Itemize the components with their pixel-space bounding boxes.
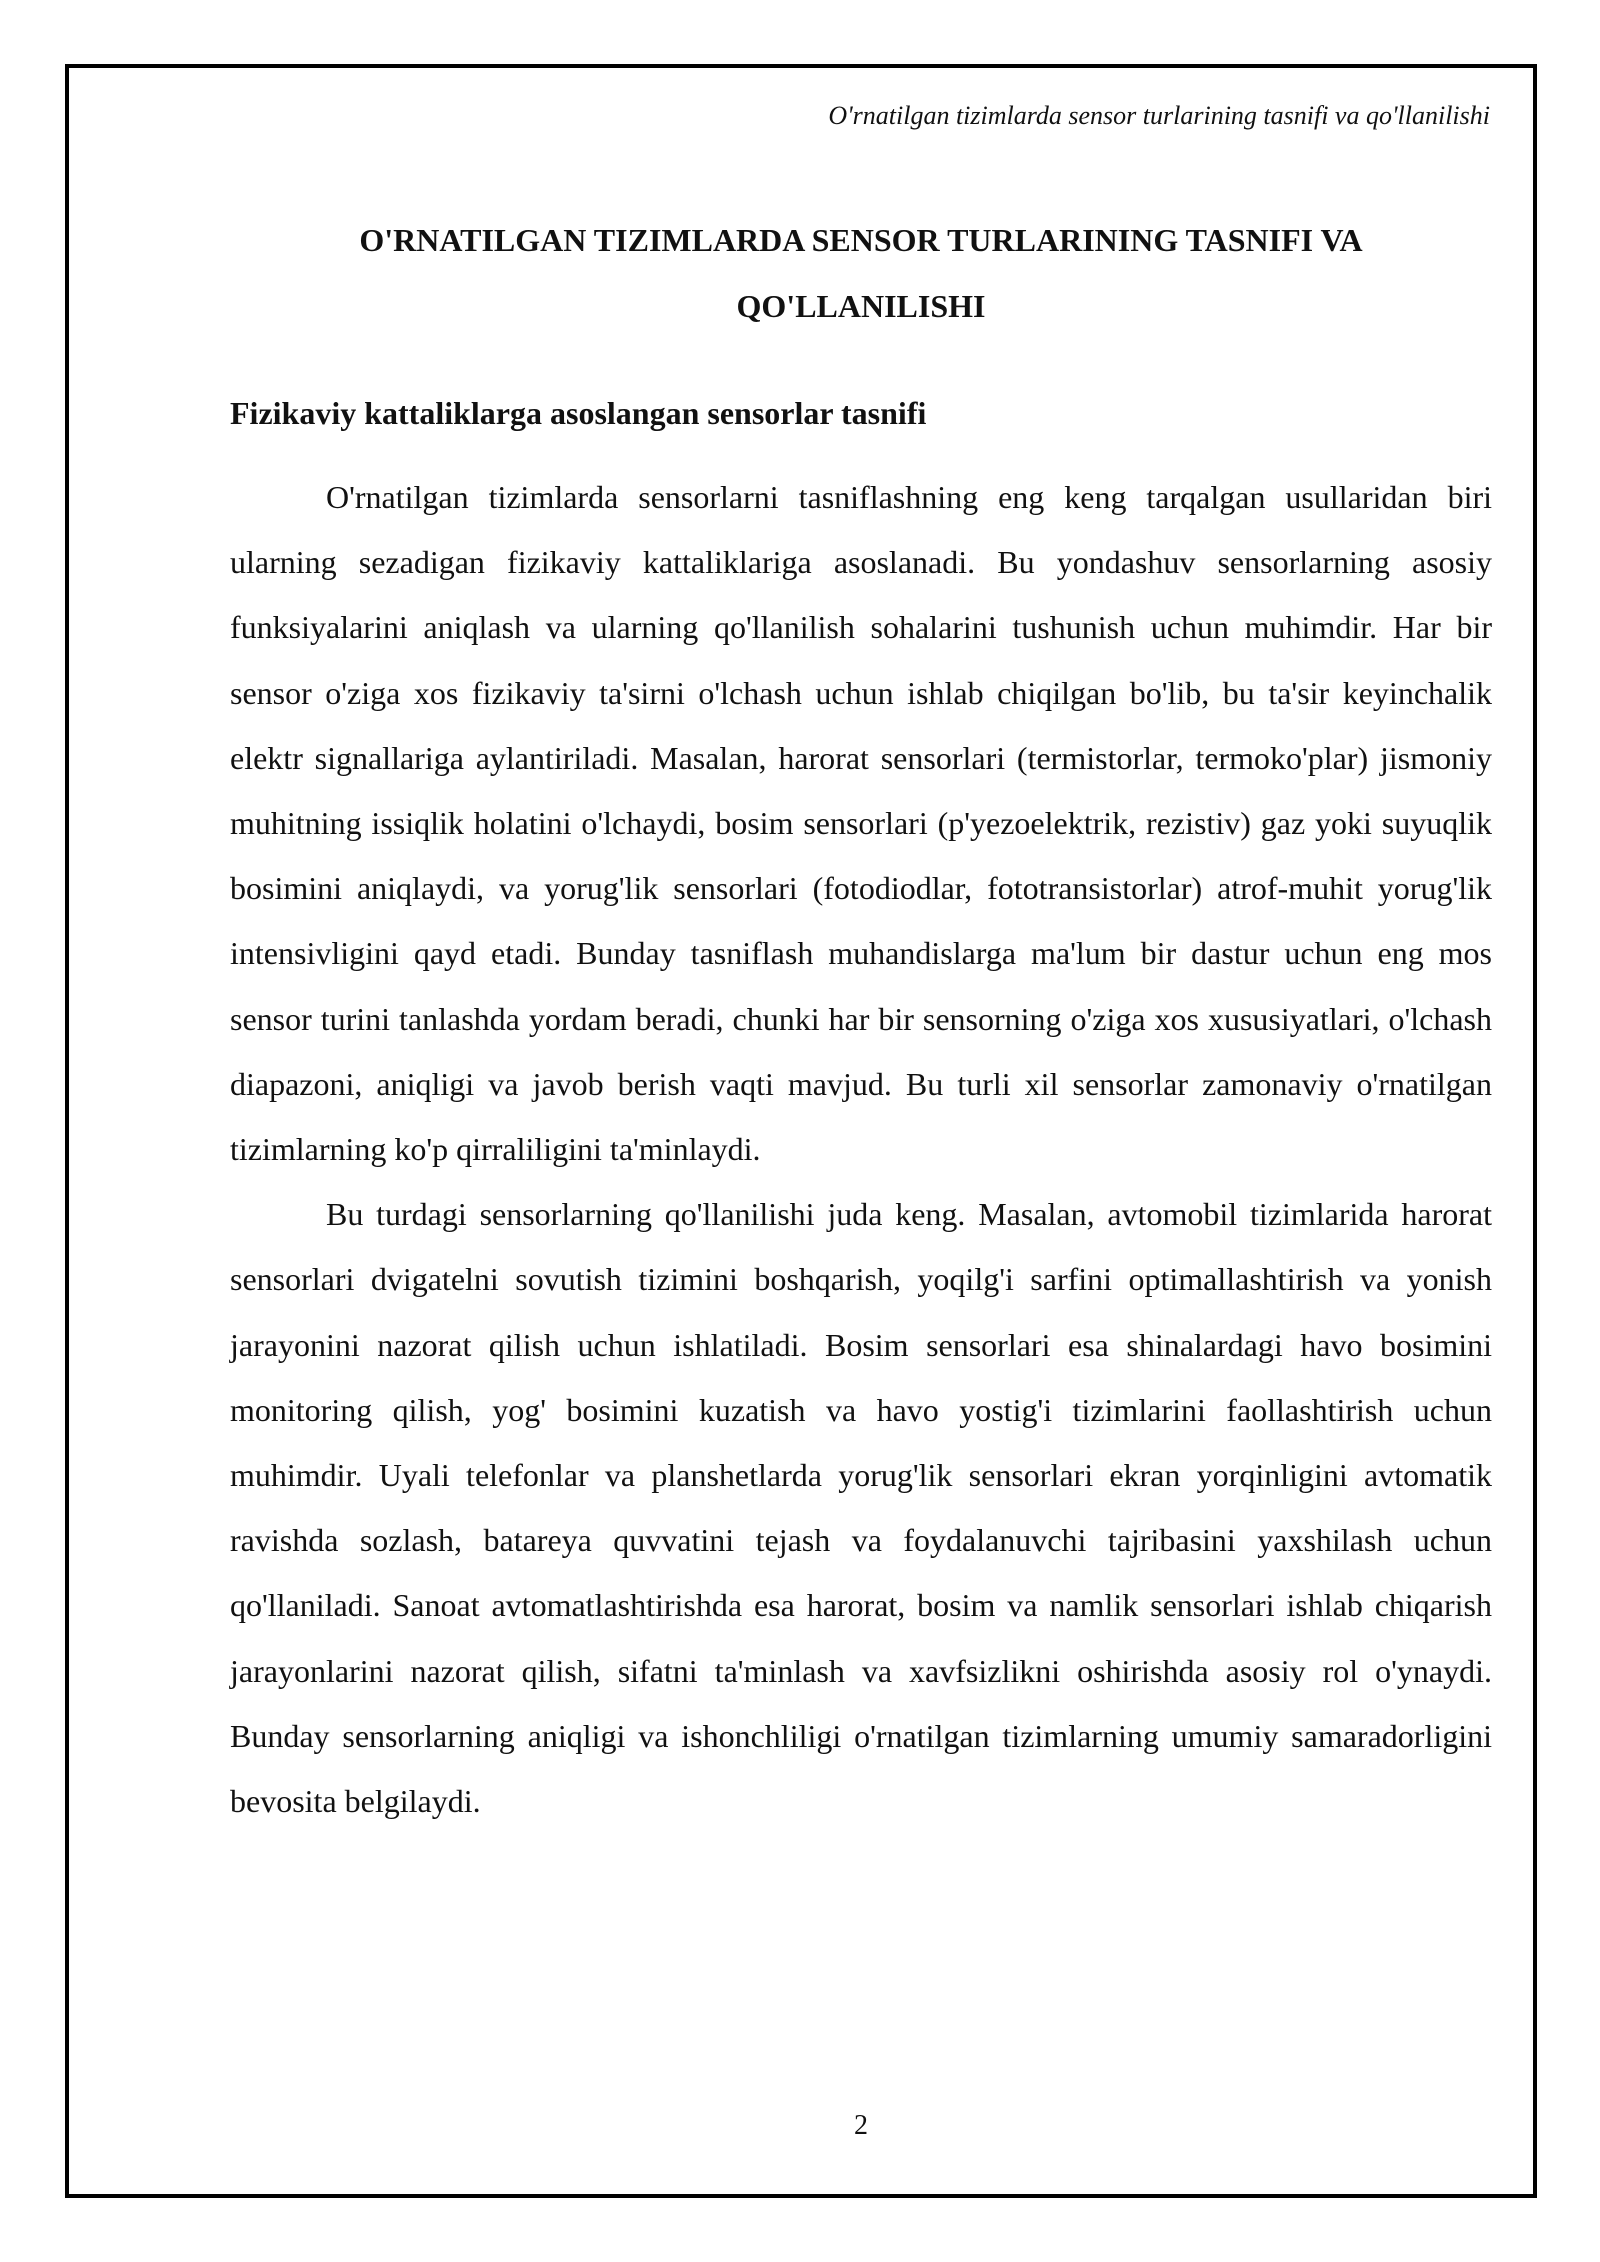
document-title-line-1: O'RNATILGAN TIZIMLARDA SENSOR TURLARINING TASNIFI VA bbox=[359, 222, 1363, 258]
paragraph-1: O'rnatilgan tizimlarda sensorlarni tasniflashning eng keng tarqalgan usullaridan biri ularning sezadigan fizikaviy kattaliklariga asoslanadi. Bu yondashuv sensorlarning asosiy funksiyalarini aniqlash va ularning qo'llanilish sohalarini tushunish uchun muhimdir. Har bir sensor o'ziga xos fizikaviy ta'sirni o'lchash uchun ishlab chiqilgan bo'lib, bu ta'sir keyinchalik elektr signallariga aylantiriladi. Masalan, harorat sensorlari (termistorlar, termoko'plar) jismoniy muhitning issiqlik holatini o'lchaydi, bosim sensorlari (p'yezoelektrik, rezistiv) gaz yoki suyuqlik bosimini aniqlaydi, va yorug'lik sensorlari (fotodiodlar, fototransistorlar) atrof-muhit yorug'lik intensivligini qayd etadi. Bunday tasniflash muhandislarga ma'lum bir dastur uchun eng mos sensor turini tanlashda yordam beradi, chunki har bir sensorning o'ziga xos xususiyatlari, o'lchash diapazoni, aniqligi va javob berish vaqti mavjud. Bu turli xil sensorlar zamonaviy o'rnatilgan tizimlarning ko'p qirraliligini ta'minlaydi. bbox=[230, 479, 1492, 1168]
section-heading: Fizikaviy kattaliklarga asoslangan sensorlar tasnifi bbox=[230, 395, 927, 431]
document-title bbox=[230, 207, 1492, 339]
document-title-line-2: QO'LLANILISHI bbox=[736, 288, 986, 324]
paragraph-2: Bu turdagi sensorlarning qo'llanilishi juda keng. Masalan, avtomobil tizimlarida harorat sensorlari dvigatelni sovutish tizimini boshqarish, yoqilg'i sarfini optimallashtirish va yonish jarayonini nazorat qilish uchun ishlatiladi. Bosim sensorlari esa shinalardagi havo bosimini monitoring qilish, yog' bosimini kuzatish va havo yostig'i tizimlarini faollashtirish uchun muhimdir. Uyali telefonlar va planshetlarda yorug'lik sensorlari ekran yorqinligini avtomatik ravishda sozlash, batareya quvvatini tejash va foydalanuvchi tajribasini yaxshilash uchun qo'llaniladi. Sanoat avtomatlashtirishda esa harorat, bosim va namlik sensorlari ishlab chiqarish jarayonlarini nazorat qilish, sifatni ta'minlash va xavfsizlikni oshirishda asosiy rol o'ynaydi. Bunday sensorlarning aniqligi va ishonchliligi o'rnatilgan tizimlarning umumiy samaradorligini bevosita belgilaydi. bbox=[230, 1196, 1492, 1820]
running-header: O'rnatilgan tizimlarda sensor turlarining tasnifi va qo'llanilishi bbox=[828, 101, 1490, 130]
page-number: 2 bbox=[854, 2110, 868, 2141]
body-text bbox=[230, 465, 1492, 1834]
